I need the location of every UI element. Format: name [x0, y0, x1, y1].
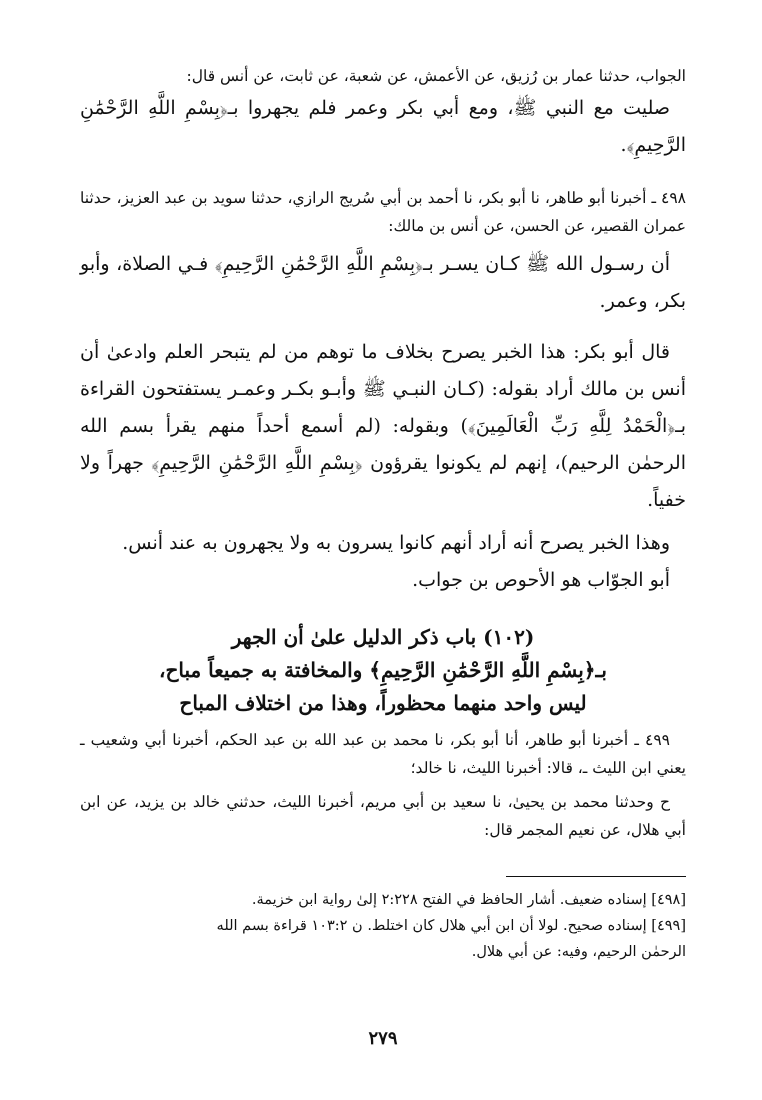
hadith-isnad-498: ٤٩٨ ـ أخبرنا أبو طاهر، نا أبو بكر، نا أحمد بن أبي سُريج الرازي، حدثنا سويد بن عبد العزيز، حدثنا عمران القصير، عن الحسن، عن أنس بن مالك:: [80, 189, 686, 235]
hadith-isnad-499-alt: ح وحدثنا محمد بن يحيىٰ، نا سعيد بن أبي مريم، أخبرنا الليث، حدثني خالد بن يزيد، عن ابن أبي هلال، عن نعيم المجمر قال:: [80, 793, 686, 839]
paragraph-isnad-continuation: الجواب، حدثنا عمار بن رُزيق، عن الأعمش، عن شعبة، عن ثابت، عن أنس قال:: [186, 67, 686, 85]
hadith-text-498: أن رسـول الله ﷺ كـان يسـر بـ﴿بِسْمِ اللَّهِ الرَّحْمَٰنِ الرَّحِيمِ﴾ فـي الصلاة، وأبو بكر، وعمر.: [80, 253, 686, 312]
hadith-text-497: صليت مع النبي ﷺ، ومع أبي بكر وعمر فلم يجهروا بـ﴿بِسْمِ اللَّهِ الرَّحْمَٰنِ الرَّحِيمِ﴾.: [80, 97, 686, 156]
commentary-paragraph: قال أبو بكر: هذا الخبر يصرح بخلاف ما توهم من لم يتبحر العلم وادعىٰ أن أنس بن مالك أراد بقوله: (كـان النبـي ﷺ وأبـو بكـر وعمـر يستفتحون القراءة بـ﴿الْحَمْدُ لِلَّهِ رَبِّ الْعَالَمِينَ﴾) وبقوله: (لم أسمع أحداً منهم يقرأ بسم الله الرحمٰن الرحيم)، إنهم لم يكونوا يقرؤون ﴿بِسْمِ اللَّهِ الرَّحْمَٰنِ الرَّحِيمِ﴾ جهراً ولا خفياً.: [80, 341, 686, 511]
chapter-heading-line-2: بـ﴿بِسْمِ اللَّهِ الرَّحْمَٰنِ الرَّحِيمِ﴾ والمخافتة به جميعاً مباح،: [159, 658, 607, 682]
footnote-divider: [506, 876, 686, 877]
footnote-499-continued: الرحمٰن الرحيم، وفيه: عن أبي هلال.: [471, 944, 686, 960]
hadith-isnad-499: ٤٩٩ ـ أخبرنا أبو طاهر، أنا أبو بكر، نا محمد بن عبد الله بن عبد الحكم، أخبرنا أبي وشعيب ـ يعني ابن الليث ـ، قالا: أخبرنا الليث، نا خالد؛: [80, 731, 686, 777]
chapter-heading: [80, 621, 686, 720]
commentary-conclusion: وهذا الخبر يصرح أنه أراد أنهم كانوا يسرون به ولا يجهرون به عند أنس.: [122, 532, 670, 554]
chapter-heading-line-1: (١٠٢) باب ذكر الدليل علىٰ أن الجهر: [231, 625, 535, 649]
narrator-note: أبو الجوّاب هو الأحوص بن جواب.: [412, 569, 670, 591]
footnote-499: [٤٩٩] إسناده صحيح. لولا أن ابن أبي هلال كان اختلط. ن ١٠٣:٢ قراءة بسم الله: [216, 918, 686, 934]
book-page: [80, 62, 686, 1092]
page-number: ٢٧٩: [368, 1028, 398, 1049]
footnote-498: [٤٩٨] إسناده ضعيف. أشار الحافظ في الفتح ٢:٢٢٨ إلىٰ رواية ابن خزيمة.: [251, 892, 686, 908]
chapter-heading-line-3: ليس واحد منهما محظوراً، وهذا من اختلاف المباح: [179, 691, 587, 715]
